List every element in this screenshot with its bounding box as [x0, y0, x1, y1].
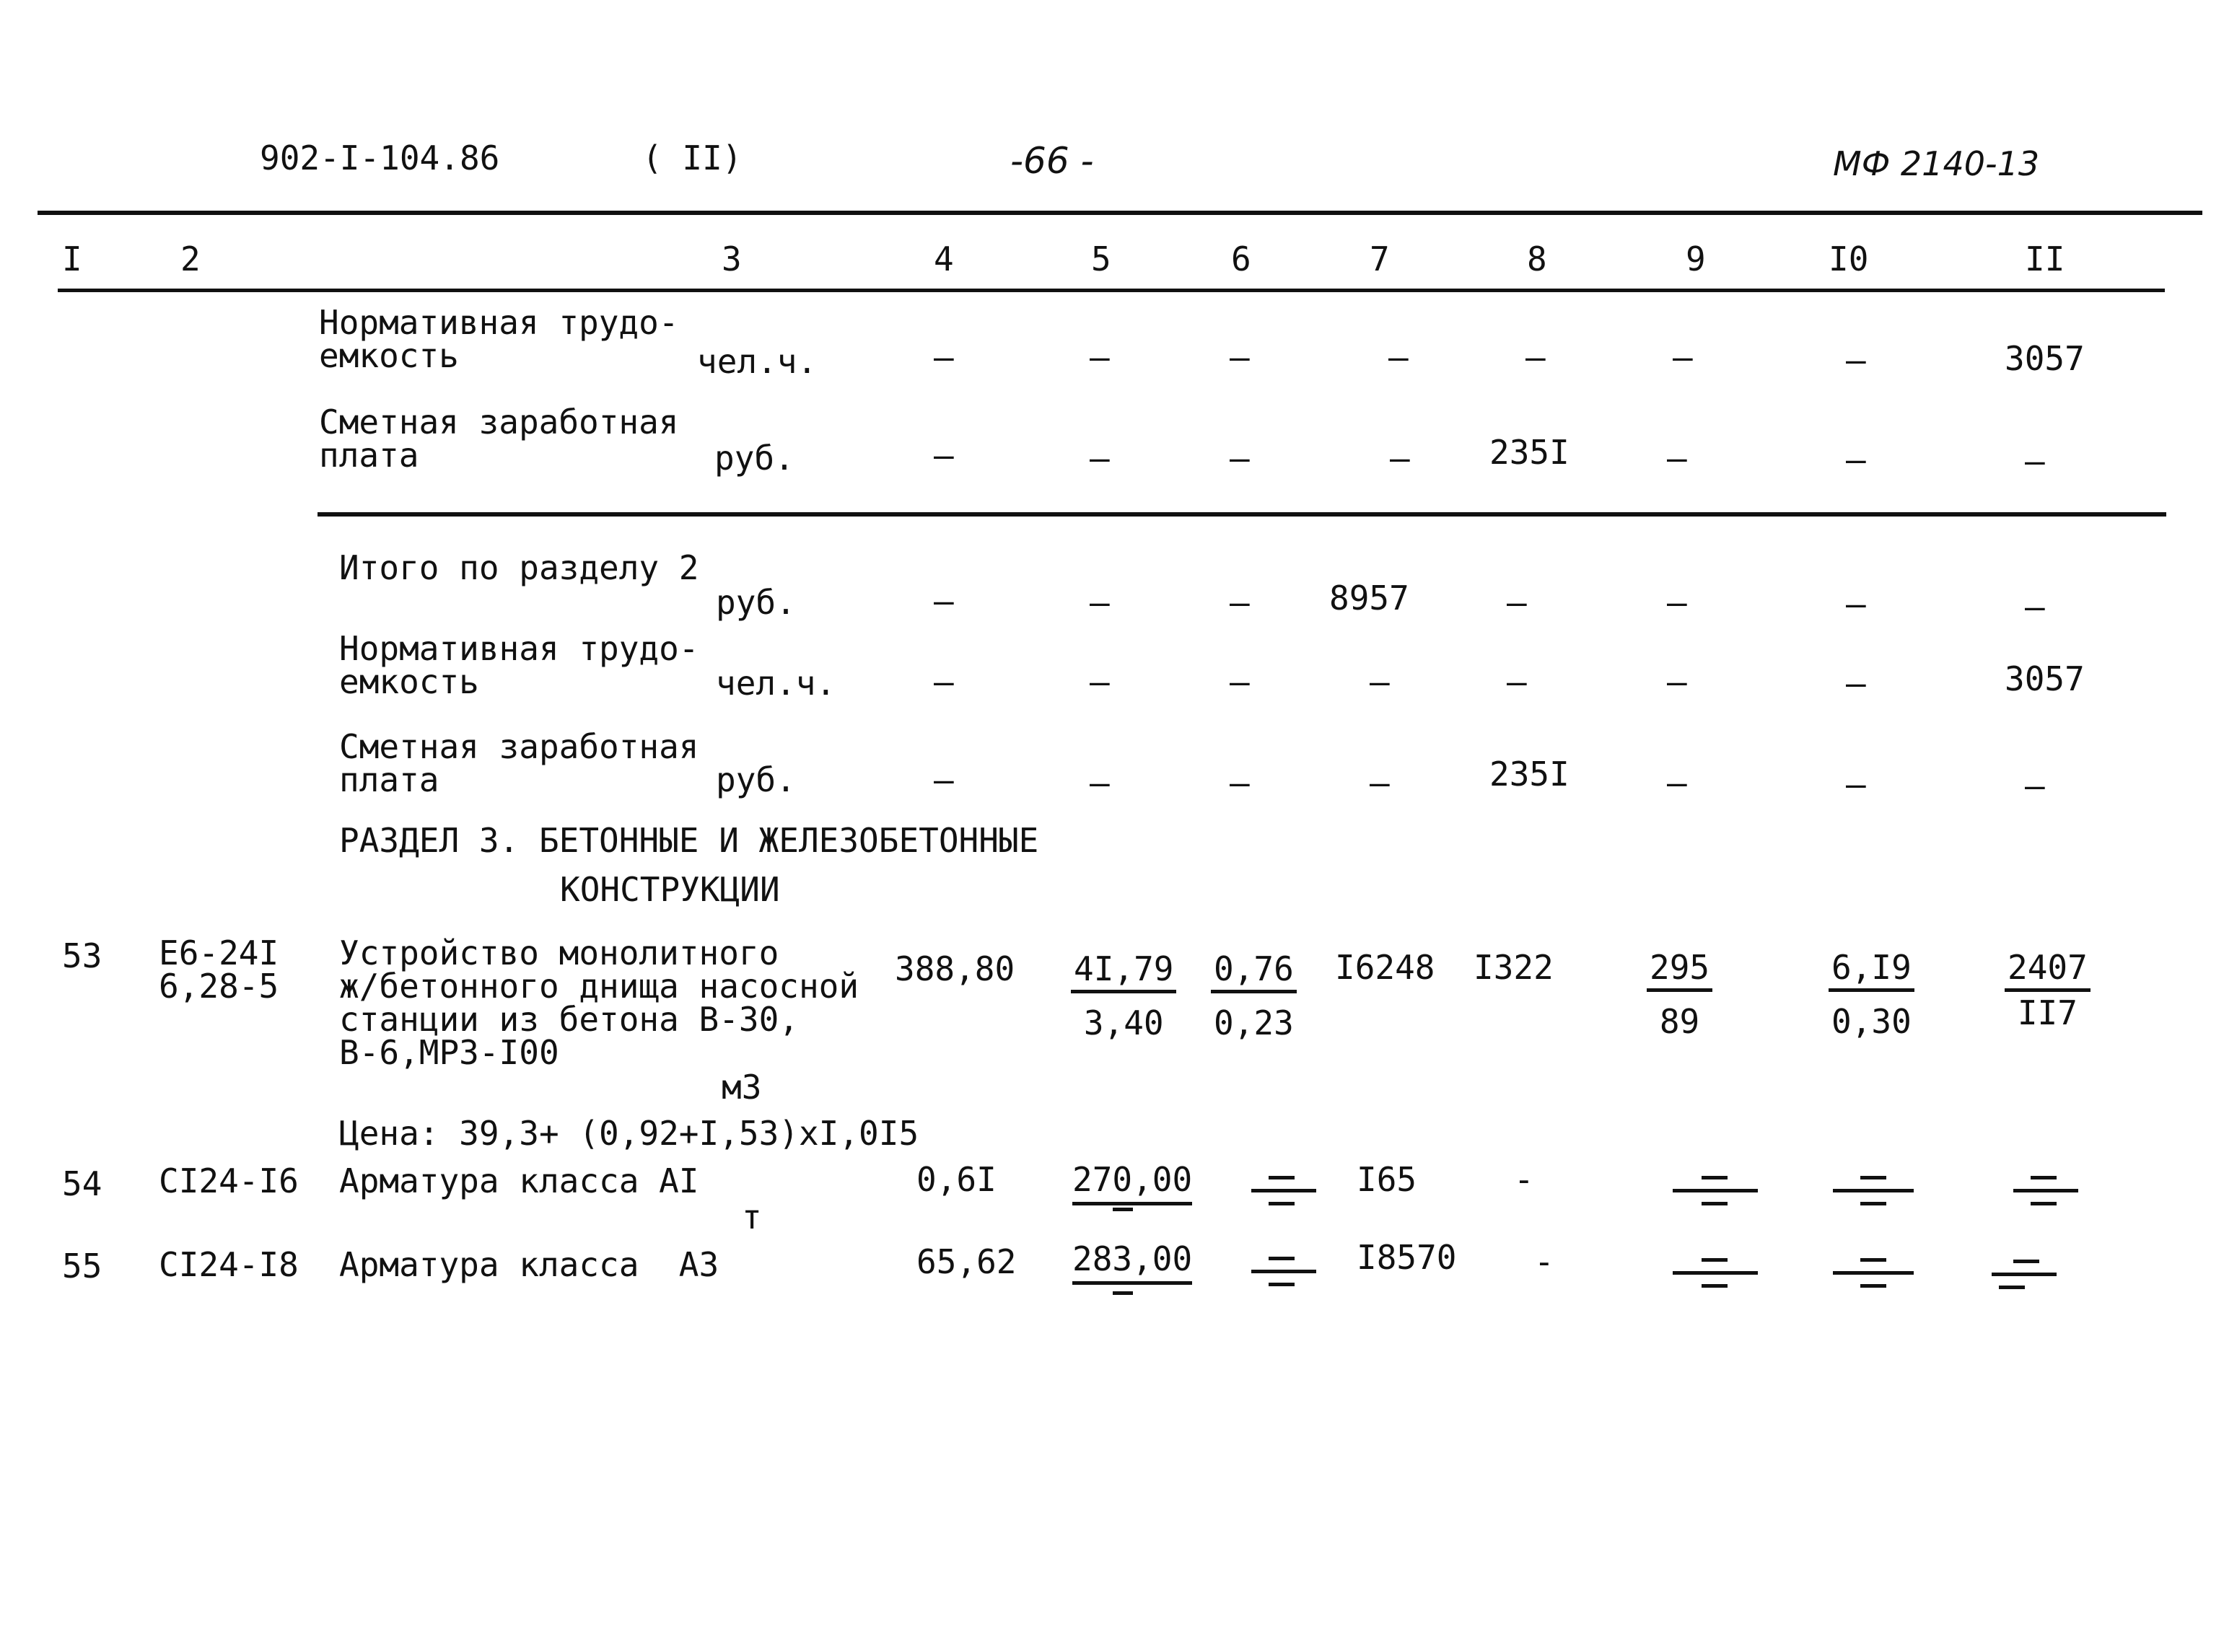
- summary1-wage-c5: –: [1090, 439, 1110, 478]
- summary1-labor-c5: –: [1090, 338, 1110, 377]
- summary2-labor-c9: –: [1667, 662, 1687, 701]
- row53-col6-top: 0,76: [1211, 952, 1297, 993]
- summary2-wage-value: 235I: [1489, 755, 1570, 794]
- summary2-total-c11: –: [2025, 587, 2045, 626]
- row53-col6-bottom: 0,23: [1214, 1003, 1294, 1042]
- summary1-labor-c7: –: [1388, 338, 1409, 377]
- page-number: -66 -: [1010, 140, 1094, 182]
- row55-col5-dash: [1113, 1291, 1133, 1295]
- summary2-wage-c6: –: [1230, 763, 1250, 802]
- summary2-labor-c10: –: [1846, 664, 1866, 703]
- summary2-total-c6: –: [1230, 583, 1250, 622]
- summary1-wage-c7: –: [1390, 439, 1410, 478]
- col-header-6: 6: [1231, 240, 1251, 278]
- col-header-5: 5: [1091, 240, 1111, 278]
- summary1-labor-c9: –: [1673, 338, 1693, 377]
- row54-quantity: 0,6I: [916, 1160, 997, 1199]
- row54-col8: -: [1514, 1160, 1534, 1199]
- row53-col5-fraction: [1071, 949, 1176, 1042]
- row53-col8: I322: [1474, 948, 1554, 987]
- row53-col9-bottom: 89: [1659, 1002, 1700, 1041]
- summary2-wage-c11: –: [2025, 766, 2045, 805]
- summary2-labor-c6: –: [1230, 662, 1250, 701]
- summary1-wage-c9: –: [1667, 439, 1687, 478]
- row55-col6-dash-fraction: [1251, 1252, 1316, 1296]
- row54-col6-dash-fraction: [1251, 1172, 1316, 1215]
- row53-number: 53: [62, 936, 102, 975]
- summary1-wage-c6: –: [1230, 439, 1250, 478]
- summary2-total-label: Итого по разделу 2: [339, 548, 699, 587]
- summary1-wage-c10: –: [1846, 440, 1866, 479]
- col-header-11: II: [2025, 240, 2065, 278]
- summary1-labor-c10: –: [1846, 340, 1866, 379]
- summary2-labor-label: Нормативная трудо- емкость: [339, 629, 699, 701]
- col-header-2: 2: [180, 240, 201, 278]
- row55-quantity: 65,62: [916, 1242, 1017, 1281]
- summary2-labor-c4: –: [934, 662, 954, 701]
- row53-unit: м3: [722, 1068, 762, 1107]
- summary2-labor-value: 3057: [2005, 659, 2085, 698]
- row53-col9-fraction: [1647, 948, 1712, 1041]
- summary2-labor-c7: –: [1370, 662, 1390, 701]
- row54-col5: 270,00: [1072, 1163, 1192, 1196]
- col-header-7: 7: [1370, 240, 1390, 278]
- col-header-1: I: [62, 240, 82, 278]
- row54-number: 54: [62, 1164, 102, 1203]
- summary2-wage-label: Сметная заработная плата: [339, 727, 699, 799]
- row53-col5-bottom: 3,40: [1083, 1003, 1164, 1042]
- summary2-total-c5: –: [1090, 583, 1110, 622]
- row54-col9-dash-fraction: [1673, 1172, 1758, 1215]
- section3-title-line1: РАЗДЕЛ 3. БЕТОННЫЕ И ЖЕЛЕЗОБЕТОННЫЕ: [339, 821, 1039, 860]
- row55-col9-dash-fraction: [1673, 1254, 1758, 1297]
- summary1-wage-c4: –: [934, 436, 954, 475]
- col-header-10: I0: [1829, 240, 1869, 278]
- col-header-8: 8: [1527, 240, 1547, 278]
- stamp-code: МФ 2140-13: [1833, 144, 2040, 183]
- header-rule: [38, 211, 2202, 215]
- summary1-labor-c8: –: [1525, 338, 1546, 377]
- summary2-labor-c8: –: [1507, 662, 1527, 701]
- row54-col10-dash-fraction: [1833, 1172, 1914, 1215]
- col-header-4: 4: [934, 240, 954, 278]
- summary2-wage-unit: руб.: [716, 760, 796, 799]
- summary1-wage-c11: –: [2025, 441, 2045, 480]
- row55-col10-dash-fraction: [1833, 1254, 1914, 1297]
- row53-col6-fraction: [1211, 949, 1297, 1042]
- row55-number: 55: [62, 1247, 102, 1286]
- row54-col11-dash-fraction: [2013, 1172, 2078, 1215]
- row53-col5-top: 4I,79: [1071, 952, 1176, 993]
- section-divider-rule: [318, 512, 2166, 517]
- row53-col7: I6248: [1335, 948, 1435, 987]
- summary1-labor-c4: –: [934, 338, 954, 377]
- summary1-labor-label: Нормативная трудо- емкость: [319, 303, 679, 375]
- summary2-wage-c10: –: [1846, 765, 1866, 804]
- summary2-wage-c4: –: [934, 760, 954, 799]
- row54-code: СI24-I6: [159, 1161, 299, 1200]
- row55-code: СI24-I8: [159, 1245, 299, 1284]
- row53-col10-top: 6,I9: [1829, 951, 1914, 992]
- row53-col10-bottom: 0,30: [1831, 1002, 1912, 1041]
- row54-unit: т: [742, 1198, 762, 1236]
- row54-description: Арматура класса АI: [339, 1161, 699, 1200]
- row53-col11-bottom: II7: [2017, 993, 2078, 1032]
- col-header-9: 9: [1686, 240, 1706, 278]
- summary2-wage-c9: –: [1667, 763, 1687, 802]
- row55-col11-dash-fraction: [1992, 1255, 2057, 1299]
- row53-quantity: 388,80: [895, 949, 1015, 988]
- summary2-total-unit: руб.: [716, 583, 796, 622]
- summary2-labor-unit: чел.ч.: [716, 664, 836, 703]
- row53-description: Устройство монолитного ж/бетонного днища насосной станции из бетона В-30, В-6,МРЗ-I00: [339, 933, 859, 1072]
- row54-col7: I65: [1357, 1160, 1417, 1199]
- section3-title-line2: КОНСТРУКЦИИ: [560, 870, 780, 909]
- summary1-wage-unit: руб.: [714, 439, 794, 478]
- row53-price-note: Цена: 39,3+ (0,92+I,53)хI,0I5: [339, 1114, 919, 1153]
- document-code: 902-I-104.86: [260, 139, 500, 177]
- summary1-wage-value: 235I: [1489, 433, 1570, 472]
- row55-col7: I8570: [1357, 1238, 1457, 1277]
- summary2-labor-c5: –: [1090, 662, 1110, 701]
- row55-description: Арматура класса А3: [339, 1245, 719, 1284]
- summary2-wage-c7: –: [1370, 763, 1390, 802]
- column-header-rule: [58, 289, 2165, 292]
- col-header-3: 3: [722, 240, 742, 278]
- summary1-labor-unit: чел.ч.: [697, 342, 818, 381]
- row53-col10-fraction: [1829, 948, 1914, 1041]
- row55-col5: 283,00: [1072, 1242, 1192, 1275]
- row54-col5-dash: [1113, 1208, 1133, 1211]
- row55-col8: -: [1534, 1242, 1554, 1281]
- summary1-labor-value: 3057: [2005, 339, 2085, 378]
- summary2-total-c4: –: [934, 581, 954, 620]
- row53-col11-fraction: [2005, 948, 2091, 1032]
- summary2-total-value: 8957: [1329, 579, 1409, 618]
- row53-col11-top: 2407: [2005, 951, 2091, 992]
- summary1-labor-c6: –: [1230, 338, 1250, 377]
- row53-col9-top: 295: [1647, 951, 1712, 992]
- summary2-wage-c5: –: [1090, 763, 1110, 802]
- summary2-total-c10: –: [1846, 584, 1866, 623]
- summary2-total-c8: –: [1507, 583, 1527, 622]
- summary2-total-c9: –: [1667, 583, 1687, 622]
- summary1-wage-label: Сметная заработная плата: [319, 403, 679, 475]
- volume-number: ( II): [642, 139, 743, 177]
- row53-code: Е6-24I 6,28-5: [159, 933, 279, 1006]
